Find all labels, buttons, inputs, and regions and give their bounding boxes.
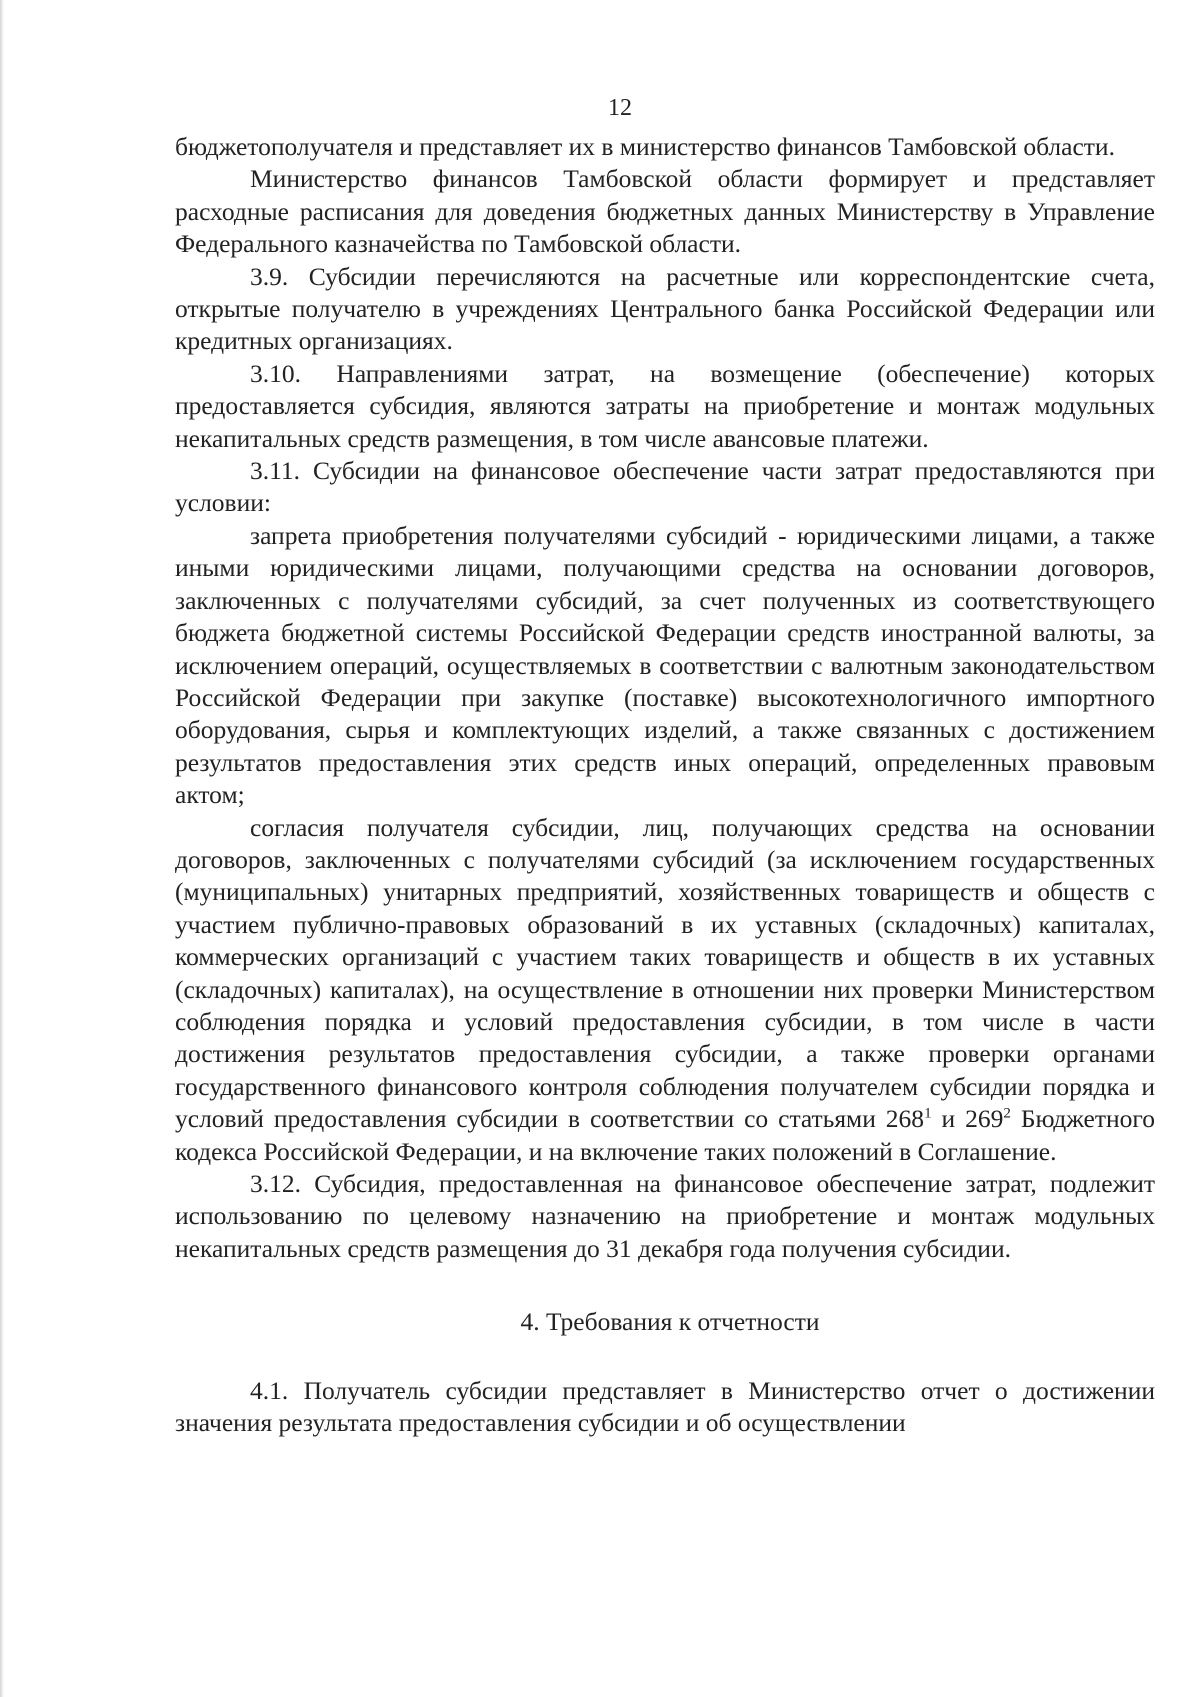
paragraph-ministry-schedules: Министерство финансов Тамбовской области формирует и представляет расходные расписания для доведения бюджетных данных Министерству в Управление Федерального казначейства по Тамбовской области. bbox=[175, 164, 1155, 259]
paragraph-prohibition: запрета приобретения получателями субсидий - юридическими лицами, а также иными юридическими лицами, получающими средства на основании договоров, заключенных с получателями субсидий, за счет полученных из соответствующего бюджета бюджетной системы Российской Федерации средств иностранной валюты, за исключением операций, осуществляемых в соответствии с валютным законодательством Российской Федерации при закупке (поставке) высокотехнологичного импортного оборудования, сырья и комплектующих изделий, а также связанных с достижением результатов предоставления этих средств иных операций, определенных правовым актом; bbox=[175, 520, 1155, 810]
paragraph-continuation: бюджетополучателя и представляет их в министерство финансов Тамбовской области. bbox=[175, 132, 1115, 161]
paragraph-consent-text-a: согласия получателя субсидии, лиц, получающих средства на основании договоров, заключенных с получателями субсидий (за исключением государственных (муниципальных) унитарных предприятий, хозяйственных товариществ и обществ с участием публично-правовых образований в их уставных (складочных) капиталах, коммерческих организаций с участием таких товариществ и обществ в их уставных (складочных) капиталах), на осуществление в отношении них проверки Министерством соблюдения порядка и условий предоставления субсидии, в том числе в части достижения результатов предоставления субсидии, а также проверки органами государственного финансового контроля соблюдения получателем субсидии порядка и условий предоставления субсидии в соответствии со статьями 268 bbox=[175, 812, 1155, 1134]
paragraph-consent-text-c: Бюджетного кодекса Российской Федерации, и на включение таких положений в Соглашение. bbox=[175, 1104, 1155, 1166]
paragraph-4-1: 4.1. Получатель субсидии представляет в Министерство отчет о достижении значения результата предоставления субсидии и об осуществлении bbox=[175, 1375, 1155, 1438]
superscript-article-269: 2 bbox=[1003, 1105, 1011, 1122]
paragraph-3-11: 3.11. Субсидии на финансовое обеспечение части затрат предоставляются при условии: bbox=[175, 456, 1155, 518]
paragraph-3-10: 3.10. Направлениями затрат, на возмещение (обеспечение) которых предоставляется субсидия, являются затраты на приобретение и монтаж модульных некапитальных средств размещения, в том числе авансовые платежи. bbox=[175, 358, 1155, 453]
section-heading: 4. Требования к отчетности bbox=[520, 1307, 820, 1337]
scan-edge-shadow bbox=[0, 0, 4, 1697]
page-number: 12 bbox=[608, 95, 632, 121]
superscript-article-268: 1 bbox=[924, 1105, 932, 1122]
paragraph-consent-text-b: и 269 bbox=[931, 1104, 1004, 1134]
paragraph-consent bbox=[175, 812, 1155, 1168]
paragraph-3-12: 3.12. Субсидия, предоставленная на финансовое обеспечение затрат, подлежит использованию по целевому назначению на приобретение и монтаж модульных некапитальных средств размещения до 31 декабря года получения субсидии. bbox=[175, 1169, 1155, 1263]
document-body bbox=[175, 131, 1155, 1439]
paragraph-3-9: 3.9. Субсидии перечисляются на расчетные или корреспондентские счета, открытые получателю в учреждениях Центрального банка Российской Федерации или кредитных организациях. bbox=[175, 261, 1155, 356]
